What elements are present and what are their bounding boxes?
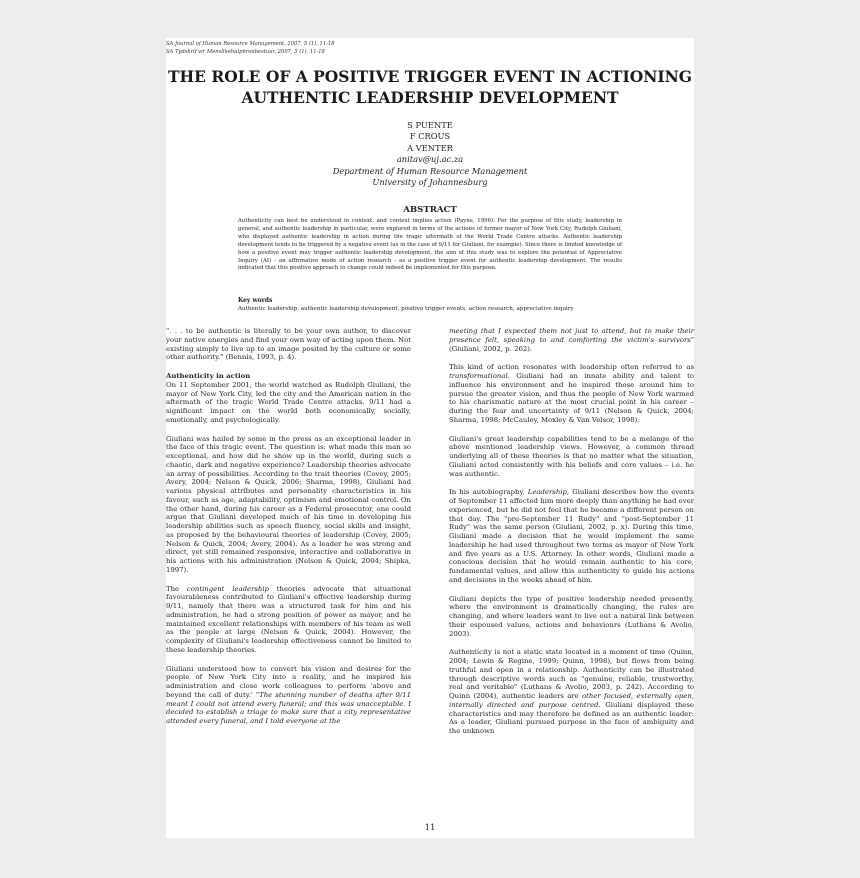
title-line-2: AUTHENTIC LEADERSHIP DEVELOPMENT bbox=[241, 88, 619, 107]
italic-quote: The stunning number of deaths after 9/11 meant I could not attend every funeral; and this was unacceptable. I decided to establish a triage to make sure that a city representative attended every funeral, and I told everyone at the bbox=[166, 690, 411, 725]
body-paragraph: On 11 September 2001, the world watched as Rudolph Giuliani, the mayor of New York City, led the city and the American nation in the aftermath of the tragic World Trade Centre attacks. 9/11 had a significant impact on the world both economically, socially, emotionally, and psychologically. bbox=[166, 380, 411, 424]
page-number: 11 bbox=[424, 823, 436, 833]
university: University of Johannesburg bbox=[372, 177, 488, 188]
body-paragraph bbox=[449, 363, 694, 424]
author-name: A VENTER bbox=[407, 142, 453, 153]
body-paragraph bbox=[449, 648, 694, 736]
department: Department of Human Resource Management bbox=[332, 165, 528, 176]
text-run: " (Giuliani, 2002, p. 262). bbox=[449, 335, 694, 353]
italic-term: other focused, externally open, internally directed and purpose centred bbox=[449, 692, 694, 709]
right-column bbox=[449, 327, 694, 746]
running-header bbox=[166, 40, 408, 56]
text-run: , Giuliani describes how the events of September 11 affected him more deeply than anything he had ever experienced, but he did not feel that he became a different person on that day. The "pre-September 11 Rudy" and "post-September 11 Rudy" was the same person (Giuliani, 2002, p. x). During this time, Giuliani made a decision that he would implement the same leadership he had used throughout two terms as mayor of New York and five years as a U.S. Attorney. In other words, Giuliani made a conscious decision that he would remain authentic to his core, fundamental values, and allow this authenticity to guide his actions and decisions in the weeks ahead of him. bbox=[449, 488, 694, 584]
body-paragraph: Giuliani's great leadership capabilities tend to be a melange of the above mentioned leadership views. However, a common thread underlying all of these theories is that no matter what the situation, Giuliani acted consistently with his beliefs and core values – i.e. he was authentic. bbox=[449, 434, 694, 478]
body-paragraph: Giuliani was hailed by some in the press as an exceptional leader in the face of this tragic event. The question is: what made this man so exceptional, and how did he show up in the world, during such a chaotic, dark and negative experience? Leadership theories advocate an array of possibilities. According to the trait theories (Covey, 2005; Avery, 2004; Nelson & Quick, 2006; Sharma, 1998), Giuliani had various physical attributes and personality characteristics in his favour, such as age, adaptability, optimism and emotional control. On the other hand, during his career as a Federal prosecutor, one could argue that Giuliani developed much of his time in developing his leadership abilities such as speech fluency, social skills and insight, as proposed by the behavioural theories of leadership (Covey, 2005; Nelson & Quick, 2004; Avery, 2004). As a leader he was strong and direct, yet still remained responsive, interactive and collaborative in his actions with his administration (Nelson & Quick, 2004; Shipka, 1997). bbox=[166, 434, 411, 574]
title-line-1: THE ROLE OF A POSITIVE TRIGGER EVENT IN ACTIONING bbox=[167, 67, 693, 86]
text-run: This kind of action resonates with leadership often referred to as bbox=[449, 363, 694, 372]
italic-quote: meeting that I expected them not just to attend, but to make their presence felt, speaking to and comforting the victim's survivors bbox=[449, 327, 694, 344]
keywords-heading: Key words bbox=[238, 297, 273, 304]
text-run: theories advocate that situational favourableness contributed to Giuliani's effective leadership during 9/11, namely that there was a structured task for him and his administration, he had a strong position of power as mayor, and he maintained excellent relationships with members of his team as well as the people at large (Nelson & Quick, 2004). However, the complexity of Giuliani's leadership effectiveness cannot be limited to these leadership theories. bbox=[166, 584, 411, 654]
header-line-afrikaans: SA Tydskrif vir Menslikehulpbronbestuur, 2007, 5 (1), 11-18 bbox=[166, 49, 325, 55]
text-run: In his autobiography, bbox=[449, 488, 528, 497]
header-line-english: SA Journal of Human Resource Management, 2007, 5 (1), 11-18 bbox=[166, 41, 335, 47]
body-paragraph bbox=[166, 665, 411, 726]
author-email: anitav@uj.ac.za bbox=[396, 154, 464, 165]
text-run: The bbox=[166, 584, 187, 593]
journal-page bbox=[166, 38, 694, 838]
text-run: . Giuliani had an innate ability and talent to influence his environment and he inspired those around him to pursue the greater vision, and thus the people of New York warmed to his charismatic nature at the most crucial point in his career – during the fear and uncertainty of 9/11 (Nelson & Quick, 2004; Sharma, 1998; McCauley, Moxley & Van Velsor, 1998). bbox=[449, 372, 694, 424]
italic-term: transformational bbox=[449, 372, 508, 380]
left-column bbox=[166, 327, 411, 736]
section-heading: Authenticity in action bbox=[166, 372, 251, 380]
article-title bbox=[166, 66, 694, 108]
author-name: S PUENTE bbox=[407, 120, 453, 130]
author-block bbox=[166, 120, 694, 188]
text-run: Giuliani understood how to convert his vision and desires for the people of New York City into a reality, and he inspired his administration and close work colleagues to perform 'above and beyond the call of duty.' " bbox=[166, 664, 411, 699]
text-run: Authenticity is not a static state located in a moment of time (Quinn, 2004; Lewin & Regine, 1999; Quinn, 1998), but flows from being truthful and open in a relationship. Authenticity can be illustrated through descriptive words such as "genuine, reliable, trustworthy, real and veritable" (Luthans & Avolio, 2003, p. 242). According to Quinn (2004), authentic leaders are bbox=[449, 648, 694, 700]
body-paragraph bbox=[166, 585, 411, 655]
abstract-heading: ABSTRACT bbox=[403, 205, 457, 215]
body-paragraph bbox=[449, 488, 694, 584]
body-paragraph: Giuliani depicts the type of positive leadership needed presently, where the environment is dramatically changing, the rules are changing, and where leaders want to live out a natural link between their espoused values, actions and behaviours (Luthans & Avolio, 2003). bbox=[449, 594, 694, 638]
body-paragraph bbox=[449, 327, 694, 353]
author-name: F CROUS bbox=[409, 131, 451, 142]
abstract-text: Authenticity can best be understood in context, and context implies action (Payne, 1996). For the purpose of this study, leadership in general, and authentic leadership in particular, were explored in terms of the actions of former mayor of New York City, Rudolph Giuliani, who displayed authentic leadership in action during the tragic aftermath of the World Trade Centre attacks. Authentic leadership development tends to be triggered by a negative event (as in the case of 9/11 for Giuliani, for example). Since there is limited knowledge of how a positive event may trigger authentic leadership development, the aim of this study was to explore the potential of Appreciative Inquiry (AI) - an affirmative mode of action research - as a positive trigger event for authentic leadership development. The results indicated that this positive approach to change could indeed be implemented for this purpose. bbox=[238, 218, 622, 272]
italic-term: Leadership bbox=[527, 488, 567, 497]
text-run: . Giuliani displayed these characteristics and may therefore be defined as an authentic leader: As a leader, Giuliani pursued purpose in the face of ambiguity and the unknown bbox=[449, 700, 694, 735]
epigraph-quote: ". . . to be authentic is literally to be your own author, to discover your native energies and find your own way of acting upon them. Not existing simply to live up to an image posited by the culture or some other authority." (Bennis, 1993, p. 4). bbox=[166, 327, 411, 362]
keywords-text: Authentic leadership, authentic leadership development, positive trigger events, action research, appreciative inquiry bbox=[238, 306, 574, 312]
italic-term: contingent leadership bbox=[186, 584, 269, 593]
